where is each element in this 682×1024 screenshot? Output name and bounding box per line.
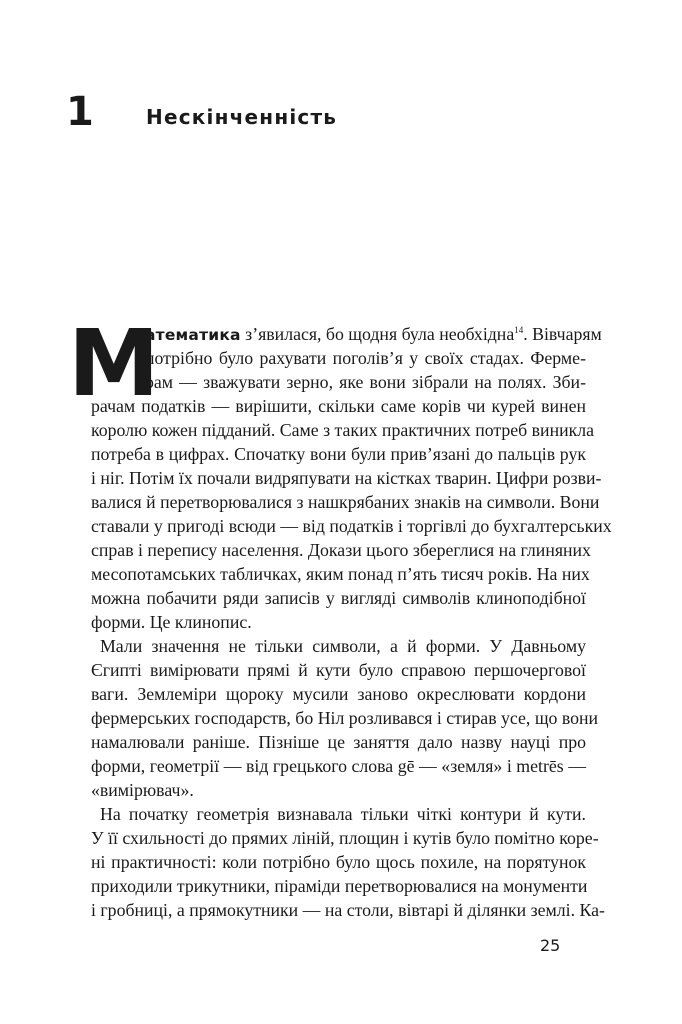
body-line: потрібно було рахувати поголів’я у своїх стадах. Ферме-: [145, 348, 586, 368]
body-text: з’явилася, бо щодня була необхідна: [240, 324, 515, 344]
body-line: фермерських господарств, бо Ніл розливався і стирав усе, що вони: [91, 708, 599, 728]
chapter-number: 1: [66, 89, 94, 135]
drop-cap: М: [68, 310, 160, 417]
body-line: і гробниці, а прямокутники — на столи, вівтарі й ділянки землі. Ка-: [91, 900, 605, 920]
body-line: месопотамських табличках, яким понад п’ять тисяч років. На них: [91, 564, 590, 584]
body-line: рам — зважувати зерно, яке вони зібрали на полях. Зби-: [145, 372, 586, 392]
body-line: можна побачити ряди записів у вигляді символів клиноподібної: [91, 588, 586, 608]
body-line: королю кожен підданий. Саме з таких практичних потреб виникла: [91, 420, 595, 440]
body-line: Єгипті вимірювати прямі й кути було справою першочергової: [91, 660, 586, 680]
body-line: ваги. Землеміри щороку мусили заново окреслювати кордони: [91, 684, 586, 704]
body-line: У її схильності до прямих ліній, площин і кутів було помітно коре-: [91, 828, 599, 848]
body-line: приходили трикутники, піраміди перетворювалися на монументи: [91, 876, 588, 896]
body-line: «вимірювач».: [91, 780, 194, 800]
body-line: Мали значення не тільки символи, а й форми. У Давньому: [100, 636, 586, 656]
body-line: ні практичності: коли потрібно було щось похиле, на порятунок: [91, 852, 586, 872]
body-line: потреба в цифрах. Спочатку вони були прив’язані до пальців рук: [91, 444, 586, 464]
body-line: форми. Це клинопис.: [91, 612, 252, 632]
body-line: і ніг. Потім їх почали видряпувати на кістках тварин. Цифри розви-: [91, 468, 602, 488]
body-line: [145, 322, 602, 346]
chapter-title: Нескінченність: [146, 105, 338, 129]
body-line: ставали у пригоді всюди — від податків і торгівлі до бухгалтерських: [91, 516, 612, 536]
body-line: справ і перепису населення. Докази цього збереглися на глиняних: [91, 540, 591, 560]
page-number: 25: [540, 936, 561, 955]
lead-word: атематика: [145, 326, 241, 344]
body-line: рачам податків — вирішити, скільки саме корів чи курей винен: [91, 396, 586, 416]
body-line: валися й перетворювалися з нашкрябаних знаків на символи. Вони: [91, 492, 600, 512]
body-line: На початку геометрія визнавала тільки чіткі контури й кути.: [100, 804, 586, 824]
body-text: . Вівчарям: [523, 324, 602, 344]
footnote-reference: 14: [514, 325, 524, 335]
body-line: намалювали раніше. Пізніше це заняття дало назву науці про: [91, 732, 586, 752]
body-line: форми, геометрії — від грецького слова gē — «земля» і metrēs —: [91, 756, 586, 776]
